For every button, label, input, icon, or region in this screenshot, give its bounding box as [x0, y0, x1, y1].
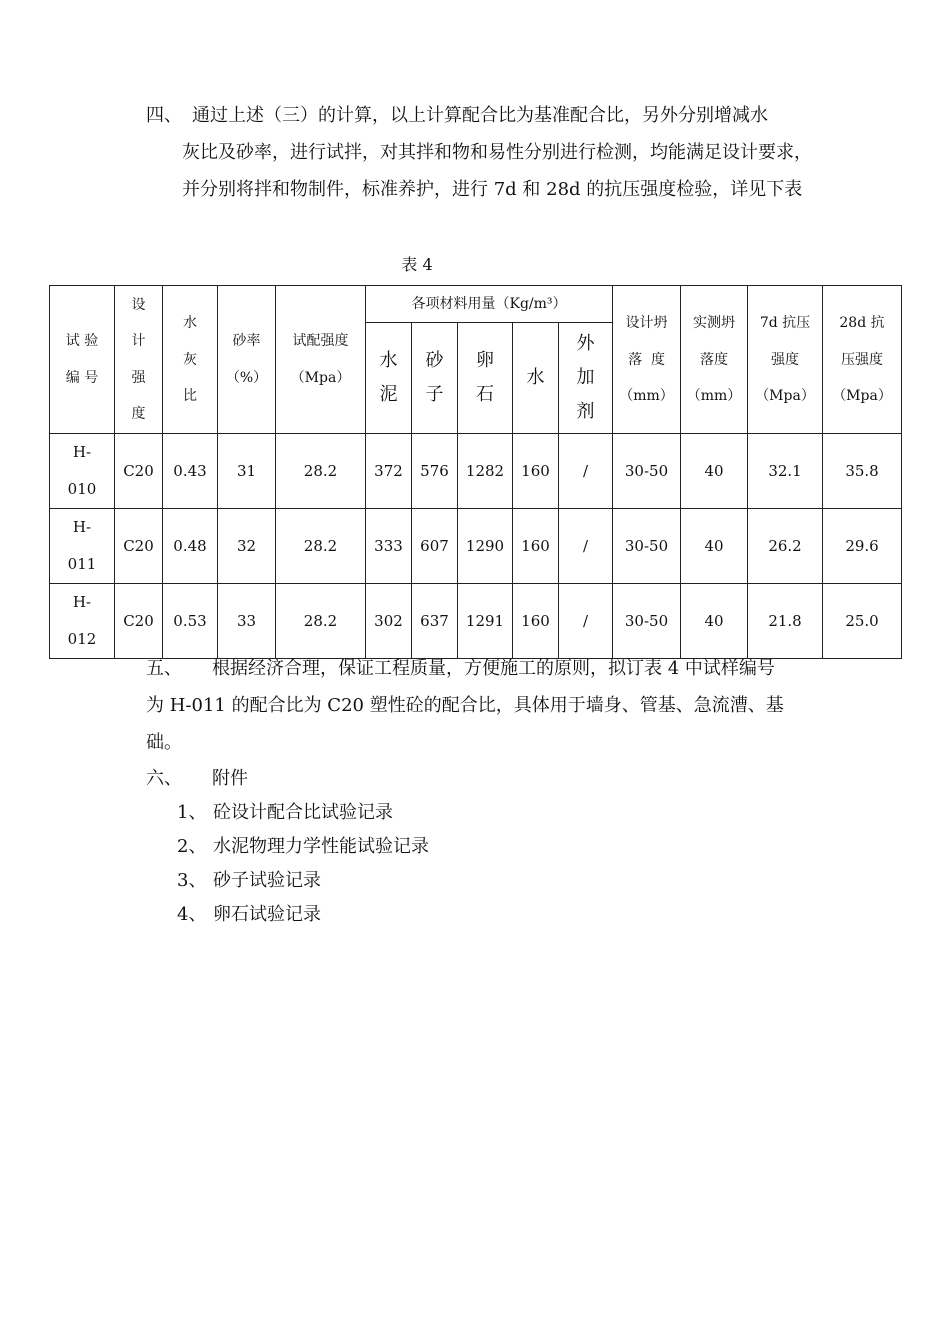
attachment-item — [177, 900, 321, 930]
cell-sample-no — [50, 584, 115, 659]
cell-water: 160 — [513, 584, 559, 659]
header-row-1 — [50, 286, 902, 323]
header-water: 水 — [513, 323, 559, 434]
cell-strength-7d: 21.8 — [748, 584, 823, 659]
header-text: 水 — [183, 315, 197, 332]
cell-admixture: / — [559, 434, 613, 509]
header-sample-no — [50, 286, 115, 434]
header-text: 砂率 — [232, 333, 261, 350]
header-measured-slump — [681, 286, 748, 434]
cell-sample-no — [50, 509, 115, 584]
cell-admixture: / — [559, 584, 613, 659]
section-5-first-line: 根据经济合理，保证工程质量，方便施工的原则，拟订表 4 中试样编号 — [212, 658, 775, 679]
cell-trial: 28.2 — [276, 434, 366, 509]
header-text: 试配强度 — [292, 333, 349, 350]
attachment-number: 3、 — [177, 870, 207, 891]
header-text: 砂 — [425, 350, 444, 372]
cell-grade: C20 — [115, 434, 163, 509]
cell-admixture: / — [559, 509, 613, 584]
cell-cement: 372 — [366, 434, 412, 509]
section-6-title: 附件 — [212, 768, 248, 789]
cell-sand-ratio: 33 — [218, 584, 276, 659]
cell-water: 160 — [513, 434, 559, 509]
attachment-number: 4、 — [177, 904, 207, 925]
cell-grade: C20 — [115, 584, 163, 659]
header-cement — [366, 323, 412, 434]
cell-gravel: 1291 — [458, 584, 513, 659]
header-wc-ratio — [163, 286, 218, 434]
header-text: 子 — [425, 384, 444, 406]
header-sand — [412, 323, 458, 434]
header-text: （Mpa） — [290, 369, 351, 386]
attachment-text: 砼设计配合比试验记录 — [213, 802, 393, 823]
section-5-number: 五、 — [146, 658, 182, 679]
attachment-item — [177, 798, 393, 828]
mix-proportion-table — [49, 285, 902, 659]
header-strength-7d — [748, 286, 823, 434]
cell-design-slump: 30-50 — [613, 434, 681, 509]
cell-strength-7d: 26.2 — [748, 509, 823, 584]
header-admixture — [559, 323, 613, 434]
cell-cement: 302 — [366, 584, 412, 659]
cell-strength-7d: 32.1 — [748, 434, 823, 509]
cell-sample-no — [50, 434, 115, 509]
attachment-text: 卵石试验记录 — [213, 904, 321, 925]
cell-sand: 637 — [412, 584, 458, 659]
cell-sand-ratio: 31 — [218, 434, 276, 509]
header-text: （Mpa） — [755, 387, 815, 404]
cell-measured-slump: 40 — [681, 434, 748, 509]
cell-text: 012 — [67, 630, 97, 649]
cell-measured-slump: 40 — [681, 584, 748, 659]
cell-sand: 576 — [412, 434, 458, 509]
section-4-first-line: 通过上述（三）的计算，以上计算配合比为基准配合比，另外分别增减水 — [192, 105, 768, 126]
cell-sand: 607 — [412, 509, 458, 584]
attachment-number: 2、 — [177, 836, 207, 857]
section-5-text: 为 H-011 的配合比为 C20 塑性砼的配合比，具体用于墙身、管基、急流漕、基础。 — [146, 695, 784, 753]
cell-strength-28d: 29.6 — [823, 509, 902, 584]
cell-cement: 333 — [366, 509, 412, 584]
header-text: 落 度 — [628, 351, 665, 368]
cell-strength-28d: 25.0 — [823, 584, 902, 659]
header-text: （%） — [225, 369, 268, 386]
header-text: 强度 — [771, 351, 800, 368]
attachment-item — [177, 832, 429, 862]
header-text: 卵 — [476, 350, 494, 372]
cell-gravel: 1290 — [458, 509, 513, 584]
header-text: 泥 — [379, 384, 398, 406]
header-text: 实测坍 — [693, 315, 736, 332]
header-text: 度 — [131, 406, 146, 423]
attachment-number: 1、 — [177, 802, 207, 823]
cell-text: 011 — [67, 555, 97, 574]
header-strength-28d — [823, 286, 902, 434]
cell-design-slump: 30-50 — [613, 584, 681, 659]
header-text: 灰 — [183, 351, 197, 368]
cell-text: H- — [72, 593, 92, 612]
header-text: 设 — [131, 296, 146, 313]
cell-sand-ratio: 32 — [218, 509, 276, 584]
cell-text: 010 — [67, 480, 97, 499]
header-text: 水 — [379, 350, 398, 372]
header-text: 压强度 — [841, 351, 884, 368]
header-text: 试 验 — [65, 333, 99, 350]
section-6-number: 六、 — [146, 768, 182, 789]
header-text: 28d 抗 — [839, 315, 885, 332]
cell-trial: 28.2 — [276, 509, 366, 584]
cell-trial: 28.2 — [276, 584, 366, 659]
cell-gravel: 1282 — [458, 434, 513, 509]
table-caption: 表 4 — [401, 255, 433, 274]
header-text: 落度 — [700, 351, 729, 368]
table-row — [50, 584, 902, 659]
header-text: 强 — [131, 369, 146, 386]
cell-grade: C20 — [115, 509, 163, 584]
header-text: （mm） — [686, 387, 742, 404]
header-design-strength — [115, 286, 163, 434]
header-text: 计 — [131, 333, 146, 350]
cell-measured-slump: 40 — [681, 509, 748, 584]
cell-water: 160 — [513, 509, 559, 584]
cell-design-slump: 30-50 — [613, 509, 681, 584]
header-text: 加 — [576, 367, 595, 389]
header-materials-group: 各项材料用量（Kg/m³） — [366, 286, 613, 323]
header-text: 外 — [576, 333, 595, 355]
header-text: 编 号 — [65, 369, 99, 386]
header-text: （mm） — [619, 387, 674, 404]
header-gravel — [458, 323, 513, 434]
header-text: 比 — [183, 387, 197, 404]
cell-wc: 0.48 — [163, 509, 218, 584]
cell-text: H- — [72, 443, 92, 462]
header-text: 7d 抗压 — [759, 315, 811, 332]
section-4-text: 灰比及砂率，进行试拌，对其拌和物和易性分别进行检测，均能满足设计要求，并分别将拌和物制件，标准养护，进行 7d 和 28d 的抗压强度检验，详见下表 — [182, 142, 812, 200]
cell-wc: 0.43 — [163, 434, 218, 509]
attachment-text: 水泥物理力学性能试验记录 — [213, 836, 429, 857]
header-sand-ratio — [218, 286, 276, 434]
header-text: （Mpa） — [832, 387, 892, 404]
header-text: 石 — [476, 384, 494, 406]
section-4-number: 四、 — [146, 105, 182, 126]
attachment-text: 砂子试验记录 — [213, 870, 321, 891]
header-design-slump — [613, 286, 681, 434]
cell-text: H- — [72, 518, 92, 537]
cell-strength-28d: 35.8 — [823, 434, 902, 509]
header-text: 设计坍 — [625, 315, 668, 332]
attachment-item — [177, 866, 321, 896]
table-row — [50, 434, 902, 509]
cell-wc: 0.53 — [163, 584, 218, 659]
table-row — [50, 509, 902, 584]
header-text: 剂 — [576, 401, 595, 423]
header-trial-strength — [276, 286, 366, 434]
